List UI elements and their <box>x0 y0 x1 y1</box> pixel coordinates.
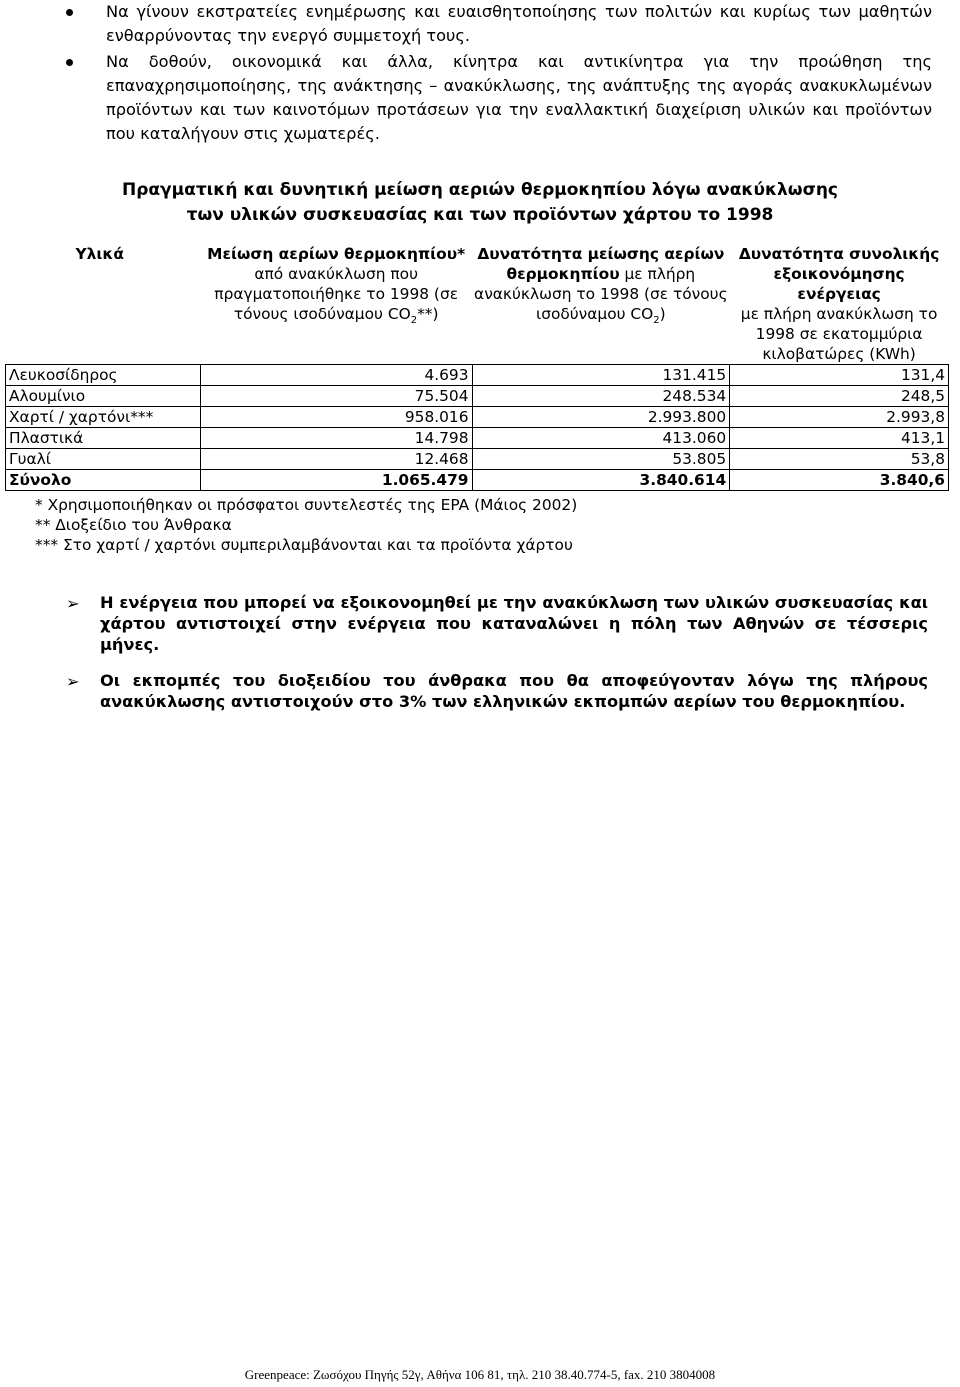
cell-material: Χαρτί / χαρτόνι*** <box>6 407 201 428</box>
emissions-table <box>5 244 949 491</box>
cell-energy: 53,8 <box>730 449 949 470</box>
conclusion-list <box>62 592 928 655</box>
conclusion-text: Η ενέργεια που μπορεί να εξοικονομηθεί με την ανακύκλωση των υλικών συσκευασίας και χάρτου αντιστοιχεί στην ενέργεια που καταναλώνει η πόλη των Αθηνών σε τέσσερις μήνες. <box>100 593 928 654</box>
page-footer: Greenpeace: Ζωσόχου Πηγής 52γ, Αθήνα 106 81, τηλ. 210 38.40.774-5, fax. 210 3804008 <box>244 1367 716 1382</box>
table-title-line: των υλικών συσκευασίας και των προϊόντων χάρτου το 1998 <box>186 205 774 225</box>
cell-actual: 1.065.479 <box>200 470 472 491</box>
cell-energy: 413,1 <box>730 428 949 449</box>
cell-potential: 2.993.800 <box>472 407 730 428</box>
conclusion-item <box>62 592 928 655</box>
header-actual-reduction: Μείωση αερίων θερμοκηπίου* από ανακύκλωση που πραγματοποιήθηκε το 1998 (σε τόνους ισοδύναμου $CO_2**$) <box>207 245 466 327</box>
cell-potential: 248.534 <box>472 386 730 407</box>
cell-actual: 75.504 <box>200 386 472 407</box>
header-potential-reduction: Δυνατότητα μείωσης αερίων θερμοκηπίου με πλήρη ανακύκλωση το 1998 (σε τόνους ισοδύναμου $CO_2$) <box>474 245 728 327</box>
bullet-text: Να δοθούν, οικονομικά και άλλα, κίνητρα και αντικίνητρα για την προώθηση της επαναχρησιμοποίησης, της ανάκτησης – ανακύκλωσης, της ανάπτυξης της αγοράς ανακυκλωμένων προϊόντων και των καινοτόμων προτάσεων για την εναλλακτική διαχείριση υλικών και προϊόντων που καταλήγουν στις χωματερές. <box>106 52 932 143</box>
table-row <box>6 449 949 470</box>
table-row <box>6 407 949 428</box>
header-energy-savings: Δυνατότητα συνολικής εξοικονόμησης ενέργειας με πλήρη ανακύκλωση το 1998 σε εκατομμύρια κιλοβατώρες (KWh) <box>738 245 940 363</box>
table-footnotes <box>35 495 577 555</box>
table-row <box>6 365 949 386</box>
cell-actual: 4.693 <box>200 365 472 386</box>
cell-potential: 3.840.614 <box>472 470 730 491</box>
cell-actual: 14.798 <box>200 428 472 449</box>
cell-potential: 131.415 <box>472 365 730 386</box>
cell-energy: 131,4 <box>730 365 949 386</box>
bullet-dot-icon <box>66 9 73 16</box>
bullet-text: Να γίνουν εκστρατείες ενημέρωσης και ευαισθητοποίησης των πολιτών και κυρίως των μαθητών ενθαρρύνοντας την ενεργό συμμετοχή τους. <box>106 2 932 45</box>
cell-material: Λευκοσίδηρος <box>6 365 201 386</box>
cell-potential: 413.060 <box>472 428 730 449</box>
cell-material: Πλαστικά <box>6 428 201 449</box>
arrowhead-bullet-icon: ➢ <box>66 672 80 691</box>
footnote: ** Διοξείδιο του Άνθρακα <box>35 516 232 534</box>
bullet-item <box>62 50 932 146</box>
conclusion-item <box>62 670 928 712</box>
table-header-row <box>6 244 949 365</box>
bullet-dot-icon <box>66 59 73 66</box>
table-row <box>6 386 949 407</box>
table-title-line: Πραγματική και δυνητική μείωση αεριών θερμοκηπίου λόγω ανακύκλωσης <box>121 180 839 200</box>
header-materials: Υλικά <box>75 245 124 263</box>
cell-potential: 53.805 <box>472 449 730 470</box>
cell-material: Σύνολο <box>6 470 201 491</box>
table-row <box>6 428 949 449</box>
intro-bullet-list <box>62 0 932 148</box>
cell-energy: 3.840,6 <box>730 470 949 491</box>
table-title <box>0 178 960 228</box>
table-total-row <box>6 470 949 491</box>
cell-energy: 2.993,8 <box>730 407 949 428</box>
footnote: *** Στο χαρτί / χαρτόνι συμπεριλαμβάνονται και τα προϊόντα χάρτου <box>35 536 573 554</box>
cell-material: Αλουμίνιο <box>6 386 201 407</box>
cell-energy: 248,5 <box>730 386 949 407</box>
cell-actual: 958.016 <box>200 407 472 428</box>
arrowhead-bullet-icon: ➢ <box>66 594 80 613</box>
bullet-item <box>62 0 932 48</box>
cell-actual: 12.468 <box>200 449 472 470</box>
cell-material: Γυαλί <box>6 449 201 470</box>
conclusion-text: Οι εκπομπές του διοξειδίου του άνθρακα που θα αποφεύγονταν λόγω της πλήρους ανακύκλωσης αντιστοιχούν στο 3% των ελληνικών εκπομπών αερίων του θερμοκηπίου. <box>100 671 928 711</box>
footnote: * Χρησιμοποιήθηκαν οι πρόσφατοι συντελεστές της EPA (Μάιος 2002) <box>35 496 578 514</box>
conclusion-list <box>62 670 928 712</box>
